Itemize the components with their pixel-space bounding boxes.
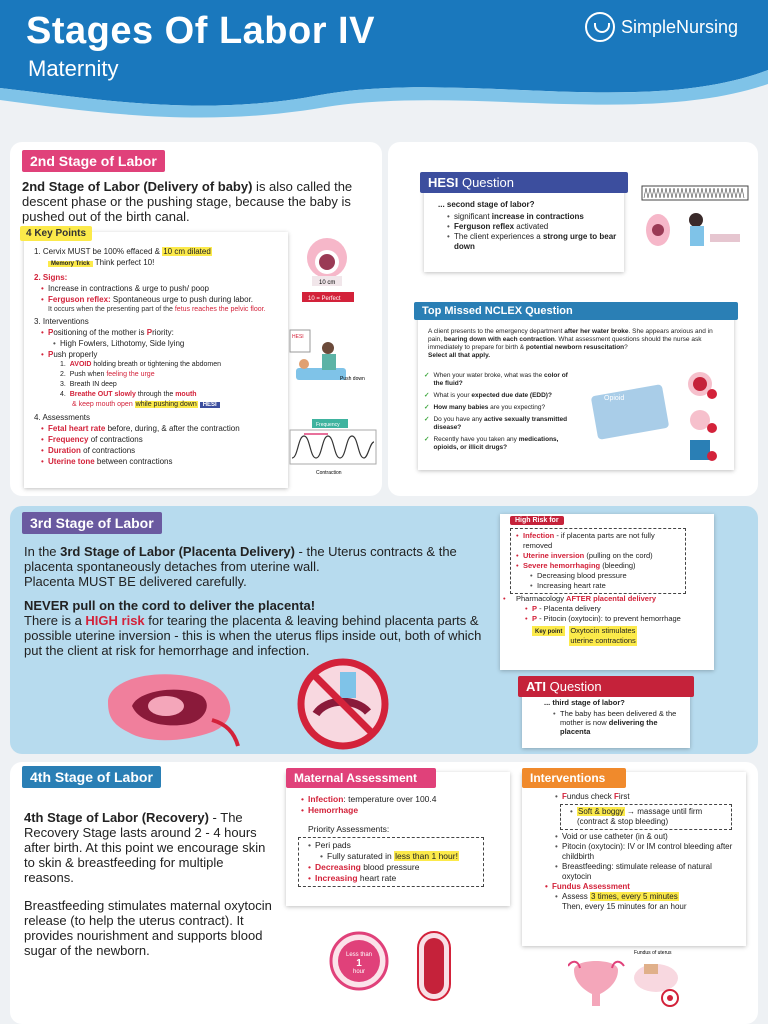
timer-line1: Less than [345,952,373,958]
stage4-breastfeeding: Breastfeeding stimulates maternal oxytocin release (to help the uterus contract). It provides nourishment and supports blood sugar of the newborn. [24,898,272,958]
header-banner [0,0,768,130]
contraction-graph-icon [288,418,380,478]
nclex-tag: Top Missed NCLEX Question [414,302,738,320]
ill-contraction: Contraction [316,470,342,476]
high-risk-card [500,514,714,670]
brand [585,12,738,42]
breastfeeding: • Breastfeeding: stimulate release of natural oxytocin [562,862,742,882]
no-pulling-cord-icon [296,658,390,750]
assess-fhr: • Fetal heart rate before, during, & after the contraction [48,423,284,434]
risk-bp: • Decreasing blood pressure [537,571,681,581]
timer-icon [328,930,390,992]
stethoscope-logo-icon [585,12,615,42]
assess-tone: • Uterine tone between contractions [48,456,284,467]
risk-infection: • Infection - if placenta parts are not fully removed [523,531,681,551]
nclex-option-3[interactable]: ✓ How many babies are you expecting? [424,404,546,411]
hesi-answer-1: • significant increase in contractions [454,212,620,222]
assess-frequency: • Frequency of contractions [48,434,284,445]
peri-pads-saturated: • Fully saturated in less than 1 hour! [327,851,479,862]
fundus-check: • Fundus check First [562,792,742,802]
maternal-hemorrhage: • Hemorrhage [308,805,506,816]
assess-then: Then, every 15 minutes for an hour [562,902,687,911]
memory-trick: Memory Trick Think perfect 10! [34,257,284,270]
ill-push: Push down [340,376,365,382]
ati-question: ... third stage of labor? [544,698,625,707]
ill-opioid: Opioid [604,395,625,402]
hesi-card [424,176,624,272]
risk-hr: • Increasing heart rate [537,581,681,591]
ati-tag: ATI Question [518,676,694,697]
monitor-strip-illustration-icon [640,184,750,260]
nclex-option-2[interactable]: ✓ What is your expected due date (EDD)? [424,392,552,399]
hesi-tag: HESI Question [420,172,628,193]
right-top-panel [388,142,758,496]
void-catheter: • Void or use catheter (in & out) [562,832,742,842]
timer-line3: hour [352,969,366,975]
peri-pads: • Peri pads [315,840,479,851]
stage3-intro: In the 3rd Stage of Labor (Placenta Delivery) - the Uterus contracts & the placenta spontaneously detaches from uterine wall. Placenta MUST BE delivered carefully. [24,544,457,589]
pharmacology: • Pharmacology AFTER placental delivery [510,594,710,604]
nclex-illustration-icon [584,364,730,464]
pitocin: • Pitocin (oxytocin): IV or IM control bleeding after childbirth [562,842,742,862]
maternal-infection: • Infection: temperature over 100.4 [308,794,506,805]
ill-perfect: 10 = Perfect [308,296,341,302]
hesi-answer-2: • Ferguson reflex activated [454,222,620,232]
high-risk-tag: High Risk for [510,516,564,525]
interventions-card [522,772,746,946]
stage4-tag: 4th Stage of Labor [22,766,161,788]
priority-label: Priority Assessments: [308,824,390,834]
stage2-panel [10,142,382,496]
sign-ferguson: • Ferguson reflex: Spontaneous urge to push during labor. [48,294,284,305]
maternal-assessment-card [286,772,510,906]
peri-pad-icon [414,930,454,1002]
page-subtitle: Maternity [28,56,119,81]
nclex-stem: A client presents to the emergency department after her water broke. She appears anxious and in pain, bearing down with each contraction. What assessment questions should the nurse ask immediately to prepare for birth & potential newborn resuscitation? Select all that apply. [428,328,713,359]
nclex-option-1[interactable]: ✓ When your water broke, what was the color of the fluid? [424,372,568,387]
decreasing-bp: • Decreasing blood pressure [315,862,479,873]
stage2-intro: 2nd Stage of Labor (Delivery of baby) is also called the descent phase or the pushing stage, because the baby is pushed out of the birth canal. [22,179,353,224]
assess-frequency: • Assess 3 times, every 5 minutes [562,892,742,902]
key-point-1: 1. Cervix MUST be 100% effaced & 10 cm dilated [34,247,211,256]
fundus-assessment: • Fundus Assessment [552,882,742,892]
risk-hemorrhage: • Severe hemorrhaging (bleeding) [523,561,681,571]
interventions-tag: Interventions [522,768,626,788]
assess-duration: • Duration of contractions [48,445,284,456]
push-step-4-cont: & keep mouth open while pushing down HESI [60,400,284,410]
ill-cm: 10 cm [319,280,336,286]
uterus-placenta-illustration-icon [88,662,248,748]
positions-list: • High Fowlers, Lithotomy, Side lying [60,338,284,349]
push-step-2: 2. Push when feeling the urge [60,371,155,378]
stage2-tag: 2nd Stage of Labor [22,150,165,172]
pharm-pitocin: • P - Pitocin (oxytocin): to prevent hemorrhage [532,614,710,624]
stage3-tag: 3rd Stage of Labor [22,512,162,534]
increasing-hr: • Increasing heart rate [315,873,479,884]
brand-name: SimpleNursing [621,16,739,37]
fundus-uterus-illustration-icon [568,946,688,1018]
stage3-risk: There is a HIGH risk for tearing the placenta & leaving behind placenta parts & possible uterine inversion - this is when the uterus flips inside out, both of which put the client at risk for hemorrhage and infection. [24,613,482,658]
key-point-4: 4. Assessments [34,413,91,422]
key-points-card [24,228,288,488]
stage4-intro: 4th Stage of Labor (Recovery) - The Recovery Stage lasts around 2 - 4 hours after birth. At this point we encourage skin to skin & breastfeeding for multiple reasons. [24,810,266,885]
stage3-warning: NEVER pull on the cord to deliver the placenta! [24,598,316,613]
nclex-option-4[interactable]: ✓ Do you have any active sexually transmitted disease? [424,416,568,431]
ill-hesi: HESI [292,334,304,340]
hesi-question: ... second stage of labor? [438,200,535,209]
hesi-badge: HESI [200,402,220,408]
nclex-select: Select all that apply. [428,352,491,359]
push-step-3: 3. Breath IN deep [60,381,117,388]
soft-boggy-box: • Soft & boggy → massage until firm (contract & stop bleeding) [560,804,732,830]
stage3-panel [10,506,758,754]
stage4-panel [10,762,758,1024]
dilation-illustration-icon [292,238,362,304]
ati-card [522,680,690,748]
pharm-placenta: • P - Placenta delivery [532,604,710,614]
hesi-answer-3: • The client experiences a strong urge to bear down [454,232,620,252]
positioning: • Positioning of the mother is Priority: [48,327,284,338]
push-step-1: 1. AVOID holding breath or tightening the abdomen [60,361,221,368]
ferguson-note: It occurs when the presenting part of the fetus reaches the pelvic floor. [48,306,266,313]
key-point-2: 2. Signs: [34,273,68,282]
timer-line2: 1 [356,958,362,969]
key-point-3: 3. Interventions [34,317,89,326]
maternal-tag: Maternal Assessment [286,768,436,788]
nclex-option-5[interactable]: ✓ Recently have you taken any medications, opioids, or illicit drugs? [424,436,559,451]
sign-contractions: • Increase in contractions & urge to push/ poop [48,283,284,294]
ati-answer: • The baby has been delivered & the mother is now delivering the placenta [560,709,686,736]
key-points-tag: 4 Key Points [20,226,92,241]
nclex-card [418,306,734,470]
push-properly: • Push properly [48,349,284,360]
push-step-4: 4. Breathe OUT slowly through the mouth [60,391,197,398]
key-point-oxytocin: Key point Oxytocin stimulates uterine contractions [510,626,710,646]
ill-fundus-label: Fundus of uterus [634,950,672,956]
page-title: Stages Of Labor IV [26,10,375,52]
pushing-illustration-icon [286,328,376,394]
risk-inversion: • Uterine inversion (pulling on the cord) [523,551,681,561]
ill-frequency: Frequency [316,422,340,428]
